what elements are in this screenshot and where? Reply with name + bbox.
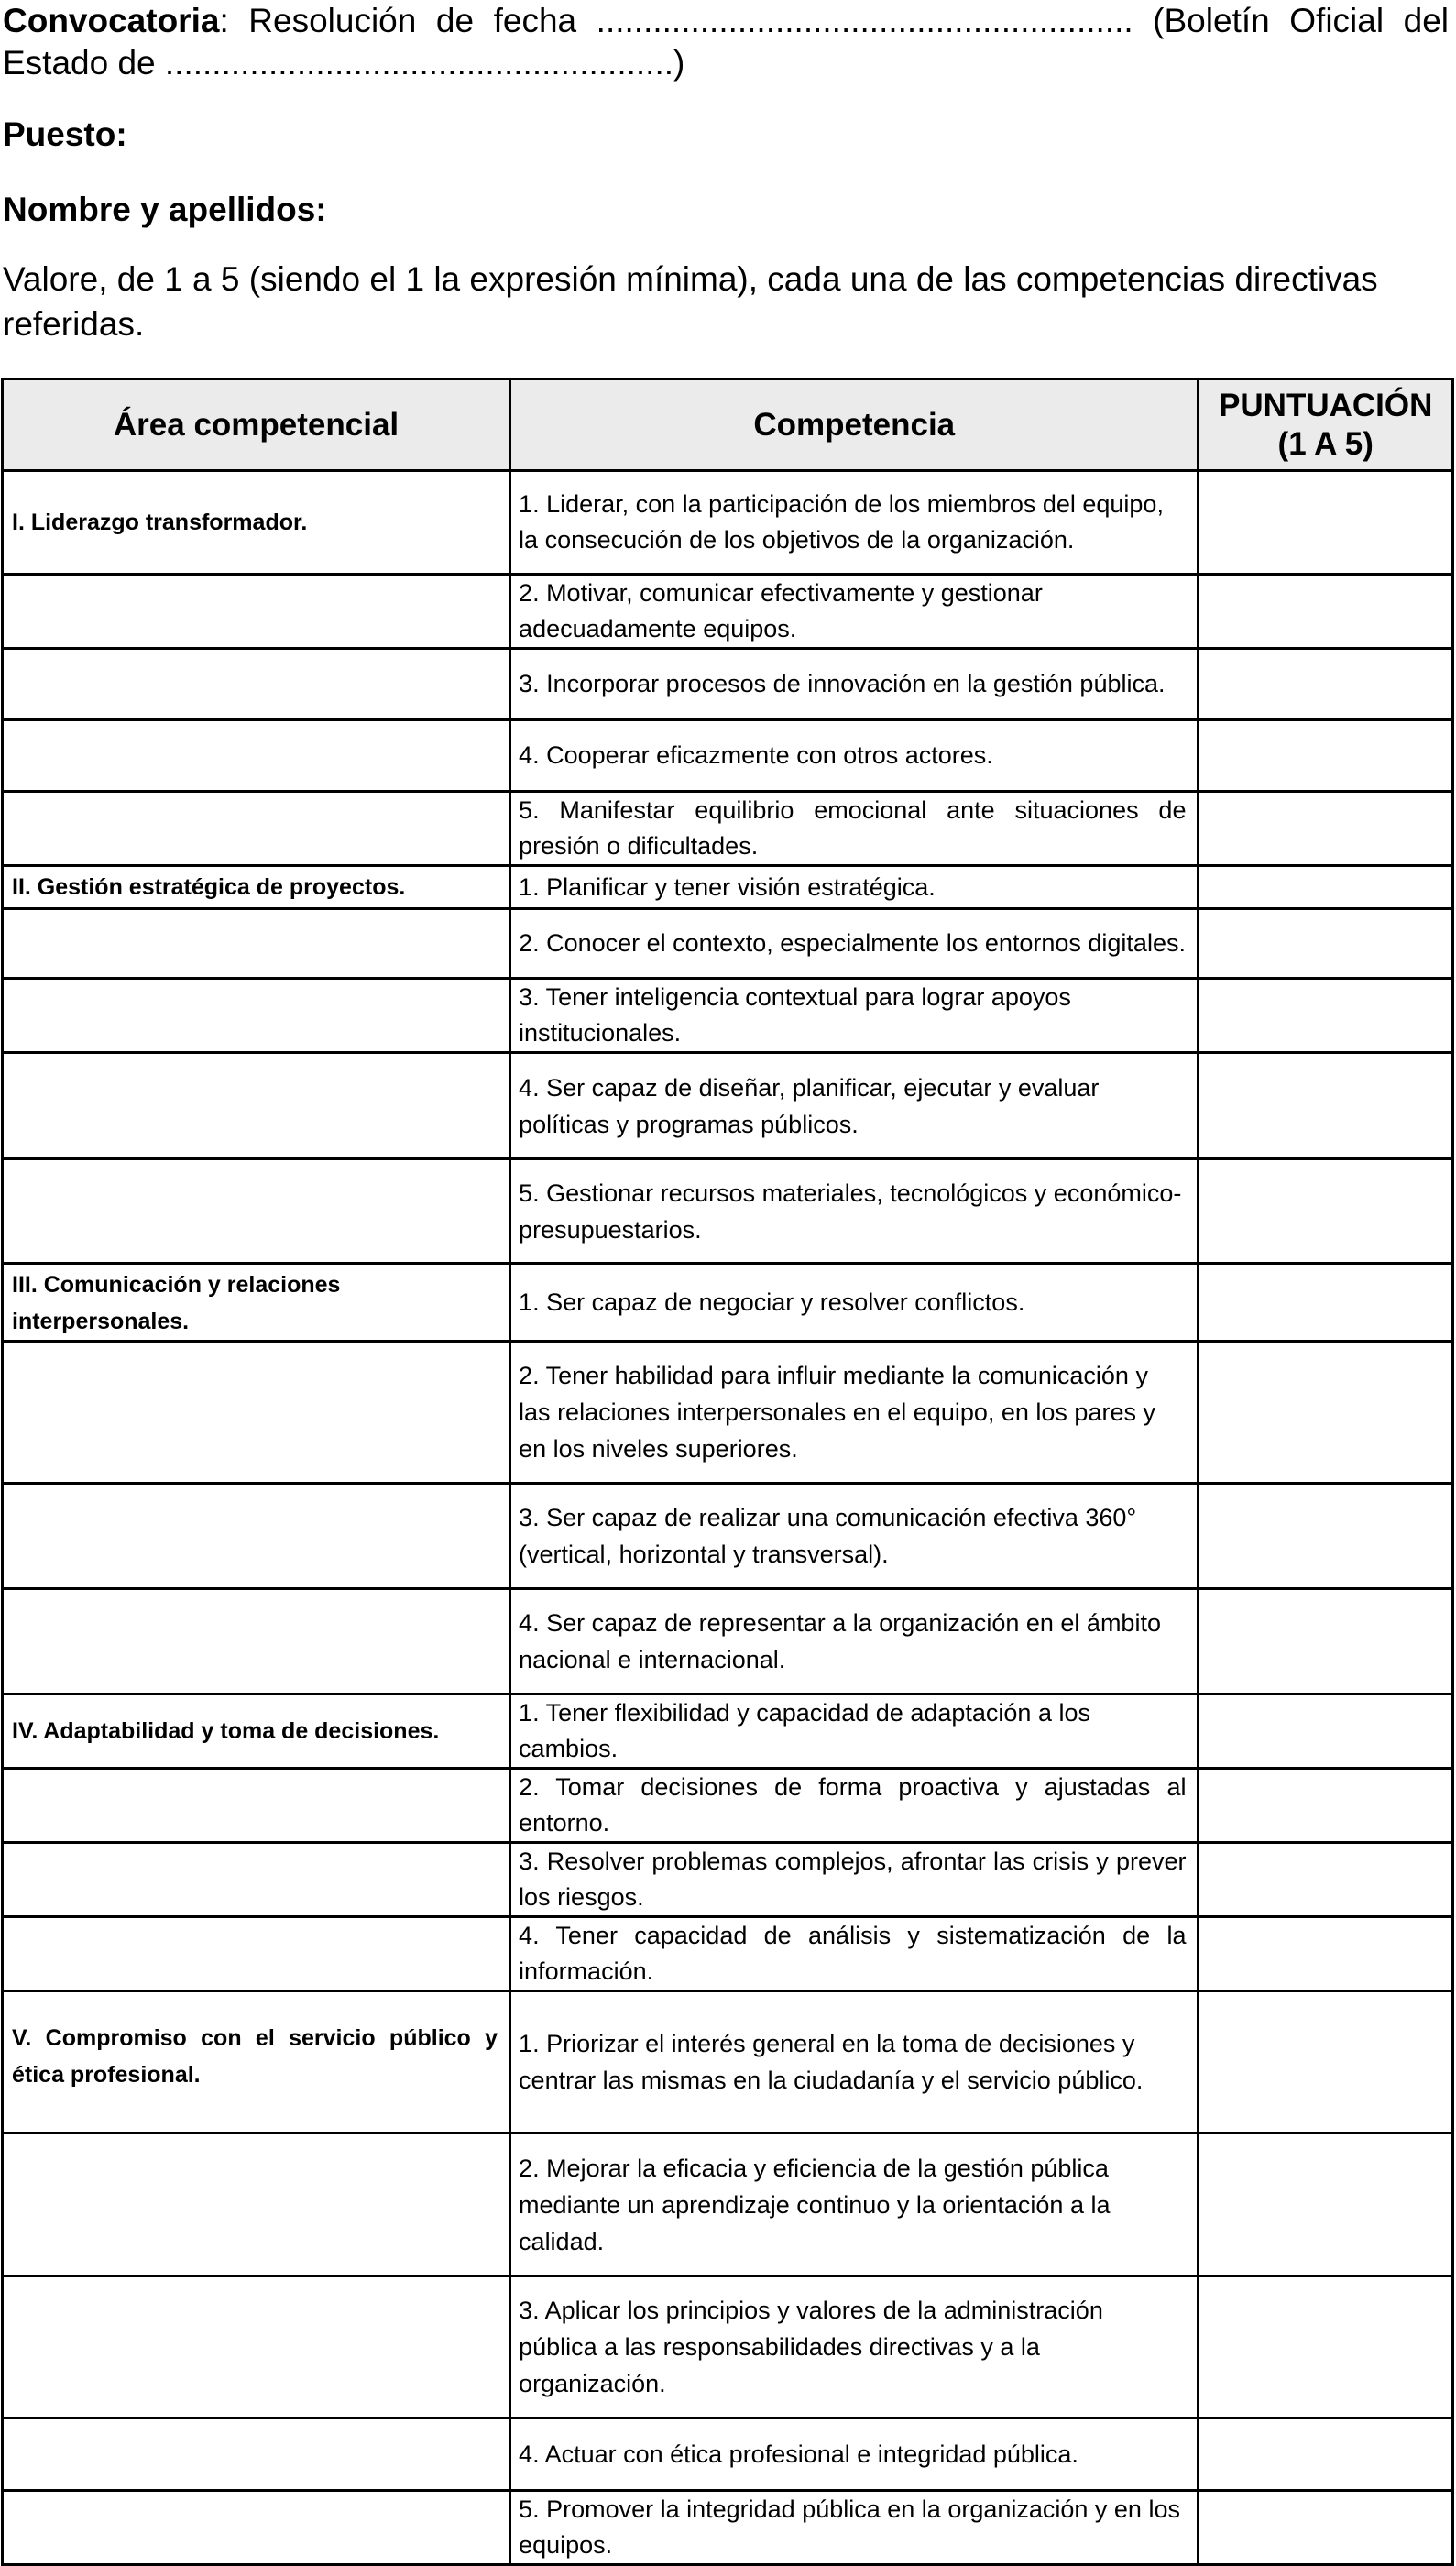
score-cell[interactable] bbox=[1199, 1694, 1453, 1769]
table-row bbox=[3, 1843, 1453, 1917]
area-cell: IV. Adaptabilidad y toma de decisiones. bbox=[3, 1694, 510, 1769]
header-puntuacion bbox=[1199, 379, 1453, 471]
area-cell: III. Comunicación y relaciones interpersonales. bbox=[3, 1264, 510, 1342]
competencia-cell: 3. Resolver problemas complejos, afrontar las crisis y prever los riesgos. bbox=[510, 1843, 1199, 1917]
table-row bbox=[3, 1694, 1453, 1769]
table-row bbox=[3, 1589, 1453, 1694]
area-cell bbox=[3, 1769, 510, 1843]
table-row bbox=[3, 2133, 1453, 2276]
table-row bbox=[3, 1991, 1453, 2133]
table-header-row bbox=[3, 379, 1453, 471]
competencia-cell: 2. Tomar decisiones de forma proactiva y ajustadas al entorno. bbox=[510, 1769, 1199, 1843]
table-row bbox=[3, 1053, 1453, 1159]
area-cell bbox=[3, 575, 510, 649]
area-cell bbox=[3, 2276, 510, 2418]
area-cell bbox=[3, 1159, 510, 1264]
competencia-cell: 3. Incorporar procesos de innovación en la gestión pública. bbox=[510, 649, 1199, 720]
competencia-cell: 2. Motivar, comunicar efectivamente y gestionar adecuadamente equipos. bbox=[510, 575, 1199, 649]
table-row bbox=[3, 471, 1453, 575]
area-cell: V. Compromiso con el servicio público y ética profesional. bbox=[3, 1991, 510, 2133]
table-row bbox=[3, 1769, 1453, 1843]
competencia-cell: 1. Priorizar el interés general en la toma de decisiones y centrar las mismas en la ciudadanía y el servicio público. bbox=[510, 1991, 1199, 2133]
area-cell bbox=[3, 1053, 510, 1159]
score-cell[interactable] bbox=[1199, 979, 1453, 1053]
area-cell bbox=[3, 979, 510, 1053]
score-cell[interactable] bbox=[1199, 2418, 1453, 2491]
score-cell[interactable] bbox=[1199, 1053, 1453, 1159]
score-cell[interactable] bbox=[1199, 866, 1453, 909]
competencia-cell: 1. Tener flexibilidad y capacidad de adaptación a los cambios. bbox=[510, 1694, 1199, 1769]
table-row bbox=[3, 909, 1453, 979]
competencia-cell: 2. Conocer el contexto, especialmente los entornos digitales. bbox=[510, 909, 1199, 979]
competencia-cell: 1. Planificar y tener visión estratégica. bbox=[510, 866, 1199, 909]
header-puntuacion-line1: PUNTUACIÓN bbox=[1219, 387, 1433, 423]
area-cell bbox=[3, 649, 510, 720]
area-cell bbox=[3, 2491, 510, 2565]
table-row bbox=[3, 2418, 1453, 2491]
table-row bbox=[3, 1342, 1453, 1484]
competencia-cell: 4. Tener capacidad de análisis y sistematización de la información. bbox=[510, 1917, 1199, 1991]
competencia-cell: 1. Ser capaz de negociar y resolver conflictos. bbox=[510, 1264, 1199, 1342]
convocatoria-line bbox=[0, 0, 1456, 84]
competencia-cell: 3. Aplicar los principios y valores de la administración pública a las responsabilidades directivas y a la organización. bbox=[510, 2276, 1199, 2418]
header-competencia: Competencia bbox=[510, 379, 1199, 471]
area-cell: I. Liderazgo transformador. bbox=[3, 471, 510, 575]
score-cell[interactable] bbox=[1199, 1917, 1453, 1991]
area-cell bbox=[3, 2133, 510, 2276]
score-cell[interactable] bbox=[1199, 575, 1453, 649]
area-cell bbox=[3, 1589, 510, 1694]
table-row bbox=[3, 866, 1453, 909]
table-row bbox=[3, 1264, 1453, 1342]
table-row bbox=[3, 649, 1453, 720]
table-row bbox=[3, 792, 1453, 866]
area-cell bbox=[3, 2418, 510, 2491]
nombre-apellidos-label: Nombre y apellidos: bbox=[3, 191, 327, 228]
score-cell[interactable] bbox=[1199, 792, 1453, 866]
score-cell[interactable] bbox=[1199, 471, 1453, 575]
score-cell[interactable] bbox=[1199, 2491, 1453, 2565]
competencia-cell: 4. Ser capaz de representar a la organización en el ámbito nacional e internacional. bbox=[510, 1589, 1199, 1694]
score-cell[interactable] bbox=[1199, 1991, 1453, 2133]
score-cell[interactable] bbox=[1199, 2276, 1453, 2418]
competencia-cell: 4. Ser capaz de diseñar, planificar, ejecutar y evaluar políticas y programas públicos. bbox=[510, 1053, 1199, 1159]
convocatoria-label: Convocatoria bbox=[3, 2, 220, 39]
score-cell[interactable] bbox=[1199, 1484, 1453, 1589]
competencia-cell: 4. Actuar con ética profesional e integridad pública. bbox=[510, 2418, 1199, 2491]
table-row bbox=[3, 2491, 1453, 2565]
instruction-text: Valore, de 1 a 5 (siendo el 1 la expresión mínima), cada una de las competencias directivas referidas. bbox=[3, 260, 1378, 343]
area-cell: II. Gestión estratégica de proyectos. bbox=[3, 866, 510, 909]
area-cell bbox=[3, 909, 510, 979]
competencia-cell: 4. Cooperar eficazmente con otros actores. bbox=[510, 720, 1199, 792]
convocatoria-text: : Resolución de fecha ......................................................... (Boletín Oficial del Estado de ......................................................) bbox=[3, 2, 1449, 82]
score-cell[interactable] bbox=[1199, 909, 1453, 979]
competencia-cell: 3. Tener inteligencia contextual para lograr apoyos institucionales. bbox=[510, 979, 1199, 1053]
area-cell bbox=[3, 792, 510, 866]
header-puntuacion-line2: (1 A 5) bbox=[1277, 425, 1374, 462]
header-area-competencial: Área competencial bbox=[3, 379, 510, 471]
score-cell[interactable] bbox=[1199, 1264, 1453, 1342]
score-cell[interactable] bbox=[1199, 649, 1453, 720]
score-cell[interactable] bbox=[1199, 1159, 1453, 1264]
puesto-label: Puesto: bbox=[3, 115, 127, 153]
score-cell[interactable] bbox=[1199, 1843, 1453, 1917]
area-cell bbox=[3, 1342, 510, 1484]
table-row bbox=[3, 1159, 1453, 1264]
competencia-cell: 3. Ser capaz de realizar una comunicación efectiva 360° (vertical, horizontal y transversal). bbox=[510, 1484, 1199, 1589]
table-row bbox=[3, 979, 1453, 1053]
competencias-table bbox=[1, 378, 1454, 2566]
area-cell bbox=[3, 720, 510, 792]
score-cell[interactable] bbox=[1199, 1769, 1453, 1843]
table-row bbox=[3, 575, 1453, 649]
competencia-cell: 2. Tener habilidad para influir mediante la comunicación y las relaciones interpersonales en el equipo, en los pares y en los niveles superiores. bbox=[510, 1342, 1199, 1484]
competencia-cell: 5. Gestionar recursos materiales, tecnológicos y económico-presupuestarios. bbox=[510, 1159, 1199, 1264]
area-cell bbox=[3, 1843, 510, 1917]
score-cell[interactable] bbox=[1199, 2133, 1453, 2276]
area-cell bbox=[3, 1484, 510, 1589]
competencia-cell: 5. Manifestar equilibrio emocional ante situaciones de presión o dificultades. bbox=[510, 792, 1199, 866]
table-row bbox=[3, 1917, 1453, 1991]
competencia-cell: 5. Promover la integridad pública en la organización y en los equipos. bbox=[510, 2491, 1199, 2565]
table-row bbox=[3, 720, 1453, 792]
area-cell bbox=[3, 1917, 510, 1991]
table-row bbox=[3, 2276, 1453, 2418]
score-cell[interactable] bbox=[1199, 1342, 1453, 1484]
competencia-cell: 1. Liderar, con la participación de los miembros del equipo, la consecución de los objetivos de la organización. bbox=[510, 471, 1199, 575]
score-cell[interactable] bbox=[1199, 720, 1453, 792]
competencia-cell: 2. Mejorar la eficacia y eficiencia de la gestión pública mediante un aprendizaje continuo y la orientación a la calidad. bbox=[510, 2133, 1199, 2276]
score-cell[interactable] bbox=[1199, 1589, 1453, 1694]
table-row bbox=[3, 1484, 1453, 1589]
